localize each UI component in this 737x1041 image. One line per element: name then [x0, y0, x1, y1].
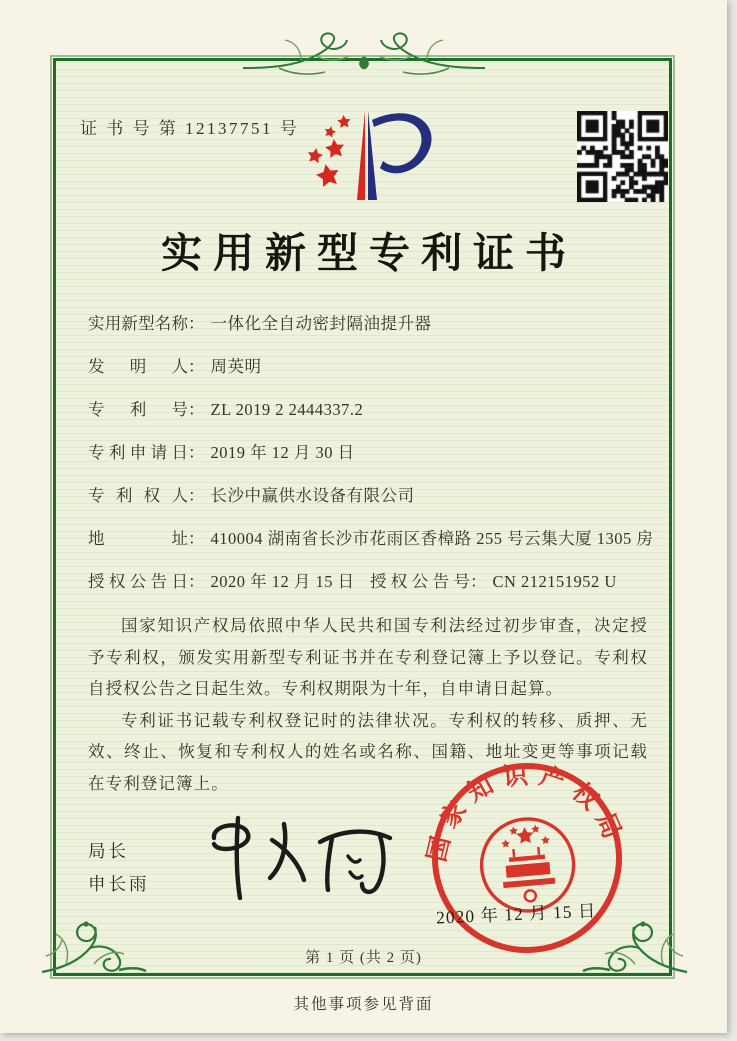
- field-label: 专利号: [88, 400, 188, 419]
- field-colon: ：: [188, 572, 205, 591]
- field-utility-model-name: [88, 310, 432, 334]
- field-colon: ：: [188, 314, 205, 333]
- field-value: 周英明: [210, 357, 262, 376]
- field-value: 2020 年 12 月 15 日: [210, 572, 355, 591]
- field-value: ZL 2019 2 2444337.2: [210, 400, 364, 419]
- field-grant-number: [370, 568, 617, 592]
- field-colon: ：: [188, 400, 205, 419]
- field-value: 2019 年 12 月 30 日: [210, 443, 355, 462]
- field-colon: ：: [470, 572, 487, 591]
- field-patentee: [88, 482, 415, 506]
- field-value: 一体化全自动密封隔油提升器: [210, 314, 432, 333]
- field-colon: ：: [188, 357, 205, 376]
- svg-text:国家知识产权局: [420, 762, 631, 867]
- cnipa-patent-logo-icon: [288, 98, 453, 208]
- field-patent-number: [88, 396, 363, 420]
- certificate-number: 证 书 号 第 12137751 号: [80, 119, 300, 138]
- field-label: 发明人: [88, 357, 188, 376]
- field-colon: ：: [188, 529, 205, 548]
- seal-agency-text: 国家知识产权局: [423, 762, 629, 865]
- field-value: CN 212151952 U: [492, 572, 617, 591]
- field-address: [88, 525, 653, 549]
- field-colon: ：: [188, 486, 205, 505]
- officer-name: 申长雨: [88, 874, 150, 894]
- field-label: 授权公告日: [88, 572, 188, 591]
- back-note: 其他事项参见背面: [293, 996, 434, 1013]
- field-label: 授权公告号: [370, 572, 470, 591]
- handwritten-signature: [192, 808, 402, 903]
- field-grant-date: [88, 568, 617, 592]
- field-label: 地址: [88, 529, 188, 548]
- officer-title: 局长: [88, 841, 129, 861]
- field-label: 实用新型名称: [88, 314, 188, 333]
- field-label: 专利权人: [88, 486, 188, 505]
- field-inventor: [88, 353, 262, 377]
- field-value: 长沙中赢供水设备有限公司: [210, 486, 415, 505]
- field-filing-date: [88, 439, 355, 463]
- page-title: 实用新型专利证书: [161, 230, 577, 276]
- qr-code: [577, 111, 668, 202]
- body-paragraph-2: 专利证书记载专利权登记时的法律状况。专利权的转移、质押、无效、终止、恢复和专利权人的姓名或名称、国籍、地址变更等事项记载在专利登记簿上。: [88, 710, 648, 793]
- field-colon: ：: [188, 443, 205, 462]
- field-value: 410004 湖南省长沙市花雨区香樟路 255 号云集大厦 1305 房: [210, 529, 654, 548]
- field-label: 专利申请日: [88, 443, 188, 462]
- page-number: 第 1 页 (共 2 页): [305, 950, 422, 966]
- body-paragraph-1: 国家知识产权局依照中华人民共和国专利法经过初步审查，决定授予专利权，颁发实用新型专利证书并在专利登记簿上予以登记。专利权自授权公告之日起生效。专利权期限为十年，自申请日起算。: [88, 616, 648, 698]
- seal-date: 2020 年 12 月 15 日: [435, 900, 597, 928]
